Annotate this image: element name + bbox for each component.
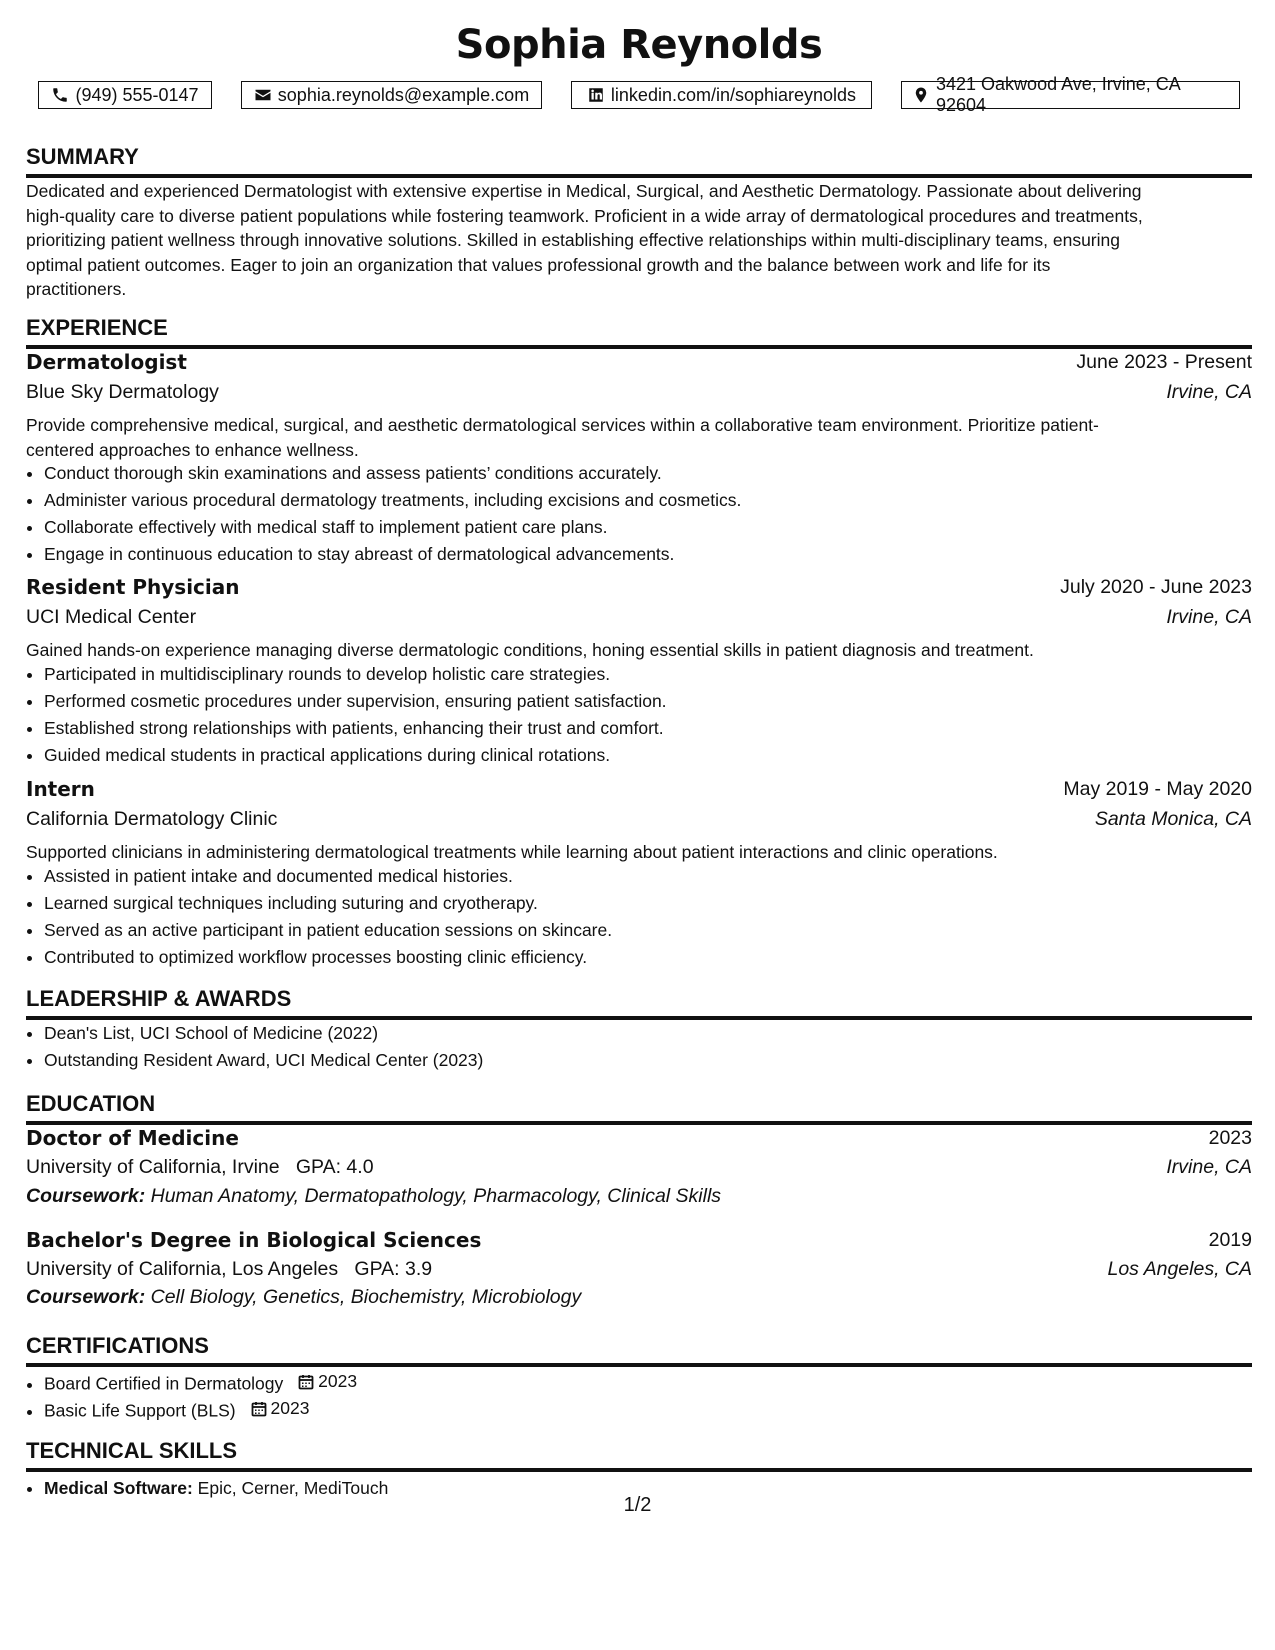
contact-bar	[38, 74, 1240, 115]
job-description	[26, 638, 1252, 663]
contact-email[interactable]	[241, 81, 542, 109]
list-item: • Dean's List, UCI School of Medicine (2022)	[44, 1020, 1252, 1047]
list-item: • Contributed to optimized workflow processes boosting clinic efficiency.	[44, 944, 1252, 971]
cert-date	[298, 1368, 357, 1395]
contact-linkedin[interactable]	[571, 81, 872, 109]
page-number: 1/2	[623, 1494, 652, 1516]
job-subheader	[26, 806, 1252, 832]
job-location: Irvine, CA	[1166, 380, 1252, 403]
job-description-line: Provide comprehensive medical, surgical, and aesthetic dermatological services within a collaborative team environment. Prioritize patient-	[26, 415, 1099, 435]
coursework-label: Coursework:	[26, 1286, 146, 1308]
school-name: University of California, Los Angeles	[26, 1257, 339, 1280]
envelope-icon	[254, 86, 272, 104]
section-title-certifications: CERTIFICATIONS	[26, 1333, 1252, 1367]
gpa: GPA: 4.0	[295, 1155, 374, 1178]
list-item: • Learned surgical techniques including suturing and cryotherapy.	[44, 890, 1252, 917]
list-item: • Outstanding Resident Award, UCI Medical Center (2023)	[44, 1047, 1252, 1074]
summary-line: prioritizing patient wellness through innovative solutions. Skilled in establishing effective relationships within multi-disciplinary teams, ensuring	[26, 230, 1120, 250]
school-location: Los Angeles, CA	[1107, 1257, 1252, 1280]
education-subheader	[26, 1256, 1252, 1282]
coursework-label: Coursework:	[26, 1185, 146, 1207]
job-description-line: centered approaches to enhance wellness.	[26, 439, 359, 460]
list-item: • Served as an active participant in patient education sessions on skincare.	[44, 917, 1252, 944]
job-dates: July 2020 - June 2023	[1060, 575, 1252, 598]
calendar-icon	[298, 1374, 314, 1390]
job-description-line: Gained hands-on experience managing diverse dermatologic conditions, honing essential skills in patient diagnosis and treatment.	[26, 640, 1034, 660]
summary-line: Dedicated and experienced Dermatologist with extensive expertise in Medical, Surgical, and Aesthetic Dermatology. Passionate about delivering	[26, 181, 1142, 201]
summary-line: optimal patient outcomes. Eager to join an organization that values professional growth and the balance between work and life for its	[26, 254, 1051, 275]
contact-phone[interactable]	[38, 81, 212, 109]
job-bullets	[26, 460, 1252, 568]
coursework-text: Cell Biology, Genetics, Biochemistry, Microbiology	[150, 1286, 582, 1308]
degree-name: Bachelor's Degree in Biological Sciences	[26, 1228, 482, 1252]
school-name: University of California, Irvine	[26, 1155, 280, 1178]
list-item: • Performed cosmetic procedures under supervision, ensuring patient satisfaction.	[44, 688, 1252, 715]
certifications-list	[26, 1368, 1252, 1422]
summary-line: practitioners.	[26, 279, 127, 299]
cert-date	[251, 1395, 310, 1422]
job-header	[26, 574, 1252, 600]
linkedin-text: linkedin.com/in/sophiareynolds	[610, 84, 857, 105]
cert-year: 2023	[270, 1398, 310, 1418]
gpa: GPA: 3.9	[354, 1257, 433, 1280]
degree-name: Doctor of Medicine	[26, 1126, 239, 1150]
skill-values: Epic, Cerner, MediTouch	[197, 1478, 389, 1498]
job-location: Irvine, CA	[1166, 605, 1252, 628]
list-item: • Participated in multidisciplinary rounds to develop holistic care strategies.	[44, 661, 1252, 688]
degree-year: 2019	[1208, 1228, 1252, 1251]
job-subheader	[26, 604, 1252, 630]
coursework	[26, 1286, 1252, 1309]
section-title-skills: TECHNICAL SKILLS	[26, 1438, 1252, 1472]
school-info	[26, 1258, 432, 1281]
job-description-line: Supported clinicians in administering dermatological treatments while learning about patient interactions and clinic operations.	[26, 842, 998, 862]
coursework-text: Human Anatomy, Dermatopathology, Pharmacology, Clinical Skills	[150, 1185, 722, 1207]
list-item: • Collaborate effectively with medical staff to implement patient care plans.	[44, 514, 1252, 541]
job-dates: June 2023 - Present	[1076, 350, 1252, 373]
cert-name: Basic Life Support (BLS)	[44, 1400, 236, 1421]
job-title: Resident Physician	[26, 575, 240, 599]
job-title: Intern	[26, 777, 95, 801]
section-title-education: EDUCATION	[26, 1091, 1252, 1125]
skill-category: Medical Software:	[44, 1478, 193, 1498]
map-marker-icon	[912, 86, 930, 104]
job-bullets	[26, 863, 1252, 971]
list-item	[44, 1395, 1252, 1422]
list-item: • Conduct thorough skin examinations and assess patients’ conditions accurately.	[44, 460, 1252, 487]
job-company: Blue Sky Dermatology	[26, 380, 219, 403]
section-title-experience: EXPERIENCE	[26, 315, 1252, 349]
list-item: • Engage in continuous education to stay abreast of dermatological advancements.	[44, 541, 1252, 568]
section-title-leadership: LEADERSHIP & AWARDS	[26, 986, 1252, 1020]
job-company: UCI Medical Center	[26, 605, 197, 628]
job-bullets	[26, 661, 1252, 769]
school-info	[26, 1156, 374, 1179]
cert-year: 2023	[318, 1371, 358, 1391]
linkedin-icon	[587, 86, 605, 104]
email-text: sophia.reynolds@example.com	[277, 84, 530, 105]
job-header	[26, 776, 1252, 802]
degree-year: 2023	[1208, 1126, 1252, 1149]
coursework	[26, 1185, 1252, 1208]
list-item: • Guided medical students in practical applications during clinical rotations.	[44, 742, 1252, 769]
job-dates: May 2019 - May 2020	[1063, 777, 1252, 800]
job-subheader	[26, 379, 1252, 405]
phone-icon	[51, 86, 69, 104]
contact-address[interactable]	[901, 74, 1240, 115]
list-item: • Established strong relationships with patients, enhancing their trust and comfort.	[44, 715, 1252, 742]
section-title-summary: SUMMARY	[26, 144, 1252, 178]
phone-text: (949) 555-0147	[75, 84, 199, 105]
job-title: Dermatologist	[26, 350, 187, 374]
school-location: Irvine, CA	[1166, 1155, 1252, 1178]
job-header	[26, 349, 1252, 375]
calendar-icon	[251, 1401, 267, 1417]
candidate-name: Sophia Reynolds	[455, 22, 823, 68]
summary-line: high-quality care to diverse patient populations while fostering teamwork. Proficient in a wide array of dermatological procedures and treatments,	[26, 205, 1143, 226]
job-location: Santa Monica, CA	[1094, 807, 1252, 830]
education-subheader	[26, 1154, 1252, 1180]
leadership-list	[26, 1020, 1252, 1074]
list-item: • Administer various procedural dermatology treatments, including excisions and cosmetics.	[44, 487, 1252, 514]
job-description	[26, 840, 1252, 865]
cert-name: Board Certified in Dermatology	[44, 1373, 284, 1394]
summary-text	[26, 179, 1252, 302]
list-item	[44, 1368, 1252, 1395]
job-company: California Dermatology Clinic	[26, 807, 278, 830]
job-description	[26, 413, 1252, 462]
education-header	[26, 1125, 1252, 1151]
education-header	[26, 1227, 1252, 1253]
address-text: 3421 Oakwood Ave, Irvine, CA 92604	[936, 74, 1180, 115]
list-item: • Assisted in patient intake and documented medical histories.	[44, 863, 1252, 890]
